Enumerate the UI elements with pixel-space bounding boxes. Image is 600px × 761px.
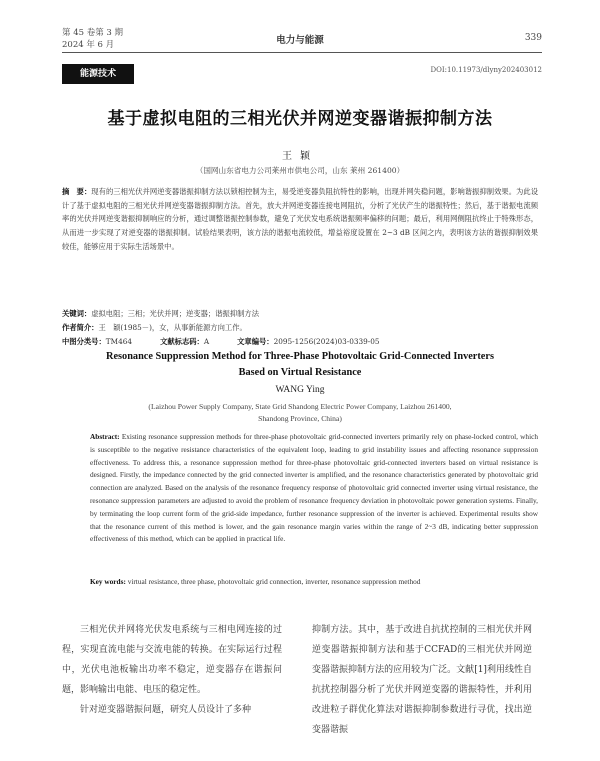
doc-code-label: 文献标志码： bbox=[160, 337, 204, 346]
abstract-label-zh: 摘 要： bbox=[62, 187, 92, 196]
keywords-label-en: Key words: bbox=[90, 577, 126, 586]
author-en: WANG Ying bbox=[275, 385, 325, 395]
abstract-label-en: Abstract: bbox=[90, 432, 120, 441]
keywords-en bbox=[90, 576, 538, 589]
journal-name: 电力与能源 bbox=[276, 35, 324, 46]
bio-text: 王 颖(1985－)，女，从事新能源方向工作。 bbox=[98, 323, 247, 332]
header-divider bbox=[62, 52, 542, 53]
body-paragraph: 抑制方法。其中，基于改进自抗扰控制的三相光伏并网逆变器谐振抑制方法和基于CCFAD的三相光伏并网逆变器谐振抑制方法的应用较为广泛。文献[1]利用线性自抗扰控制器分析了光伏并网逆变器的谐振特性，并利用改进粒子群优化算法对谐振抑制参数进行寻优，找出逆变器谐振 bbox=[312, 625, 532, 735]
author-zh: 王颖 bbox=[282, 151, 318, 162]
bio-label: 作者简介： bbox=[62, 323, 99, 332]
keywords-text-zh: 虚拟电阻；三相；光伏并网；逆变器；谐振抑制方法 bbox=[91, 309, 260, 318]
article-title-zh: 基于虚拟电阻的三相光伏并网逆变器谐振抑制方法 bbox=[107, 109, 493, 129]
affiliation-en-line2: Shandong Province, China) bbox=[258, 414, 342, 423]
article-title-en-line1: Resonance Suppression Method for Three-Phase Photovoltaic Grid-Connected Inverters bbox=[106, 351, 494, 362]
article-title-en-line2: Based on Virtual Resistance bbox=[238, 367, 362, 378]
doc-code-value: A bbox=[203, 337, 210, 346]
affiliation-zh: （国网山东省电力公司莱州市供电公司，山东 莱州 261400） bbox=[195, 166, 405, 175]
publication-date: 2024 年 6 月 bbox=[62, 40, 115, 50]
page-number: 339 bbox=[524, 33, 542, 43]
keywords-zh bbox=[62, 309, 538, 319]
abstract-en bbox=[90, 431, 538, 546]
article-number-label: 文章编号： bbox=[237, 337, 274, 346]
body-column-right bbox=[312, 620, 532, 740]
body-paragraph: 三相光伏并网将光伏发电系统与三相电网连接的过程，实现直流电能与交流电能的转换。在实际运行过程中，光伏电池板输出功率不稳定，逆变器存在谐振问题，影响输出电能、电压的稳定性。 bbox=[62, 625, 282, 695]
volume-issue: 第 45 卷第 3 期 bbox=[62, 28, 124, 38]
body-paragraph: 针对逆变器谐振问题，研究人员设计了多种 bbox=[80, 705, 252, 715]
abstract-text-en: Existing resonance suppression methods for three-phase photovoltaic grid-connected inverters primarily rely on phase-locked control, which is susceptible to the negative resistance characteristics of the equivalent loop, leading to grid instability issues and affecting resonance suppression effectiveness. To address this, a resonance suppression method for three-phase photovoltaic grid-connected inverters based on virtual resistance is designed. Firstly, the impedance connected by the grid connected inverter is amplified, and the resonance characteristics generated by photovoltaic grid connection are analyzed. Based on the analysis of the resonance frequency response of photovoltaic grid connected inverter using virtual resistance, the resonance suppression parameters are adjusted to avoid the problem of resonance frequency deviation in photovoltaic power generation systems. Finally, by terminating the loop current form of the grid-side impedance, further resonance suppression of the inverter is achieved. Experimental results show that the resonance current of this method is lower, and the gain resonance margin varies within the range of 2~3 dB, indicating better suppression effectiveness of this method, which can be applied in practical life. bbox=[90, 432, 538, 544]
abstract-text-zh: 现有的三相光伏并网逆变器谐振抑制方法以锁相控制为主，易受逆变器负阻抗特性的影响，出现并网失稳问题，影响谐振抑制效果。为此设计了基于虚拟电阻的三相光伏并网逆变器谐振抑制方法。首先，放大并网逆变器连接电网阻抗，分析了光伏产生的谐振特性；然后，基于谐振电流频率的光伏并网逆变谐振抑制响应的分析，通过调整谐振控制参数，避免了光伏发电系统谐振频率偏移的问题；最后，利用网侧阻抗终止于特殊形态，从而进一步实现了对逆变器的谐振抑制。试验结果表明，该方法的谐振电流较低，增益裕度设置在 2~3 dB 区间之内，表明该方法的谐振抑制效果较佳，能够应用于实际生活场景中。 bbox=[62, 187, 538, 251]
clc-label: 中图分类号： bbox=[62, 337, 106, 346]
clc-value: TM464 bbox=[105, 337, 133, 346]
body-column-left bbox=[62, 620, 282, 720]
keywords-text-en: virtual resistance, three phase, photovoltaic grid connection, inverter, resonance suppression method bbox=[127, 577, 421, 586]
doi: DOI:10.11973/dlyny202403012 bbox=[430, 66, 542, 74]
column-tag: 能源技术 bbox=[62, 64, 134, 84]
article-number-value: 2095-1256(2024)03-0339-05 bbox=[273, 337, 380, 346]
author-bio bbox=[62, 323, 538, 333]
abstract-zh bbox=[62, 185, 538, 254]
keywords-label-zh: 关键词： bbox=[62, 309, 92, 318]
classification-line bbox=[62, 337, 538, 347]
affiliation-en-line1: (Laizhou Power Supply Company, State Grid Shandong Electric Power Company, Laizhou 261400, bbox=[148, 402, 452, 411]
